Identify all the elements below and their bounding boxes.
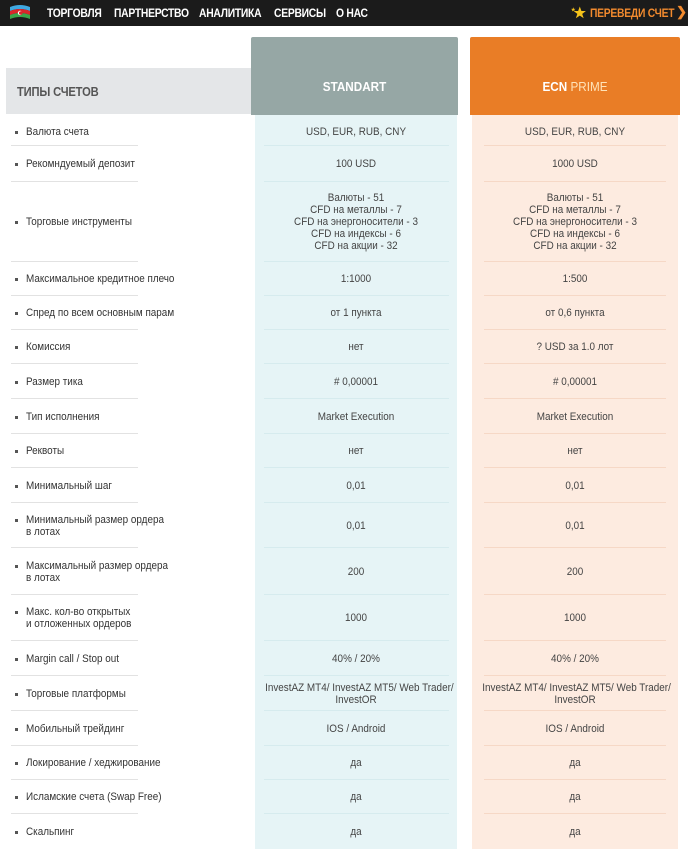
bullet-icon xyxy=(15,163,18,166)
nav-analytics[interactable]: АНАЛИТИКА xyxy=(199,6,262,20)
standard-value: 200 xyxy=(347,565,365,578)
standard-value: Валюты - 51 CFD на металлы - 7 CFD на энергоносители - 3 CFD на индексы - 6 CFD на акции - 32 xyxy=(294,192,418,252)
ecn-value: # 0,00001 xyxy=(552,375,598,388)
table-row xyxy=(0,399,688,434)
ecn-value: 200 xyxy=(566,565,584,578)
ecn-value: ? USD за 1.0 лот xyxy=(536,341,614,353)
ecn-value: 0,01 xyxy=(565,519,585,532)
ecn-value: 0,01 xyxy=(565,479,585,492)
ecn-value: Валюты - 51 CFD на металлы - 7 CFD на энергоносители - 3 CFD на индексы - 6 CFD на акции - 32 xyxy=(513,192,637,252)
bullet-icon xyxy=(15,416,18,419)
standard-value: 0,01 xyxy=(346,519,366,532)
standard-account-title: STANDART xyxy=(322,79,387,94)
table-row xyxy=(0,182,688,262)
standard-value: # 0,00001 xyxy=(333,375,379,388)
standard-value: 1000 xyxy=(344,612,368,624)
ecn-value: 1000 xyxy=(563,612,587,624)
bullet-icon xyxy=(15,611,18,614)
ecn-value: Market Execution xyxy=(536,410,614,423)
row-label: Мобильный трейдинг xyxy=(26,722,125,735)
ecn-value: IOS / Android xyxy=(545,722,605,735)
standard-value: нет xyxy=(348,445,364,457)
table-row xyxy=(0,746,688,780)
table-row xyxy=(0,296,688,330)
ecn-value: да xyxy=(569,791,581,803)
standard-value: нет xyxy=(348,341,364,353)
bullet-icon xyxy=(15,796,18,799)
table-row xyxy=(0,364,688,399)
nav-partnership[interactable]: ПАРТНЕРСТВО xyxy=(114,6,189,20)
standard-value: да xyxy=(350,757,362,769)
table-row xyxy=(0,468,688,503)
table-row xyxy=(0,330,688,364)
row-label: Реквоты xyxy=(26,445,65,457)
bullet-icon xyxy=(15,565,18,568)
standard-value: да xyxy=(350,791,362,803)
standard-value: 0,01 xyxy=(346,479,366,492)
standard-value: 40% / 20% xyxy=(332,652,380,665)
standard-value: Market Execution xyxy=(317,410,395,423)
row-label: Локирование / хеджирование xyxy=(26,757,161,769)
ecn-value: InvestAZ MT4/ InvestAZ MT5/ Web Trader/ InvestOR xyxy=(482,681,671,706)
top-navigation-bar xyxy=(0,0,688,26)
transfer-account-link[interactable] xyxy=(570,4,688,22)
row-label: Скальпинг xyxy=(26,825,75,838)
bullet-icon xyxy=(15,221,18,224)
azerbaijan-flag-logo-icon[interactable] xyxy=(8,3,32,23)
ecn-value: 40% / 20% xyxy=(551,652,599,665)
table-row xyxy=(0,595,688,641)
ecn-value: да xyxy=(569,757,581,769)
row-label: Торговые платформы xyxy=(26,687,126,700)
row-label: Тип исполнения xyxy=(26,410,100,423)
standard-value: да xyxy=(350,825,362,838)
account-types-title: ТИПЫ СЧЕТОВ xyxy=(17,84,99,99)
table-row xyxy=(0,146,688,182)
ecn-value: 1000 USD xyxy=(552,158,598,170)
bullet-icon xyxy=(15,658,18,661)
row-label: Спред по всем основным парам xyxy=(26,307,175,319)
row-label: Комиссия xyxy=(26,341,71,353)
stars-icon xyxy=(570,4,588,22)
standard-value: 100 USD xyxy=(335,158,377,170)
table-row xyxy=(0,814,688,849)
ecn-prime-account-header[interactable] xyxy=(470,37,680,115)
table-row xyxy=(0,548,688,595)
table-row xyxy=(0,118,688,146)
row-label: Минимальный шаг xyxy=(26,479,112,492)
ecn-value: нет xyxy=(567,445,583,457)
table-row xyxy=(0,503,688,548)
row-label: Максимальный размер ордера в лотах xyxy=(26,559,168,584)
table-row xyxy=(0,711,688,746)
chevron-right-icon: ❯ xyxy=(676,4,687,19)
bullet-icon xyxy=(15,762,18,765)
row-label: Торговые инструменты xyxy=(26,216,132,228)
row-label: Макс. кол-во открытых и отложенных ордеров xyxy=(26,606,132,630)
nav-trading[interactable]: ТОРГОВЛЯ xyxy=(47,6,102,20)
nav-services[interactable]: СЕРВИСЫ xyxy=(274,6,326,20)
ecn-value: от 0,6 пункта xyxy=(545,307,605,319)
row-label: Размер тика xyxy=(26,375,83,388)
row-label: Margin call / Stop out xyxy=(26,652,120,665)
bullet-icon xyxy=(15,381,18,384)
bullet-icon xyxy=(15,485,18,488)
bullet-icon xyxy=(15,346,18,349)
ecn-value: 1:500 xyxy=(562,273,588,285)
table-row xyxy=(0,676,688,711)
bullet-icon xyxy=(15,728,18,731)
table-row xyxy=(0,641,688,676)
standard-value: InvestAZ MT4/ InvestAZ MT5/ Web Trader/ InvestOR xyxy=(265,681,454,706)
row-label: Валюта счета xyxy=(26,126,89,138)
row-label: Максимальное кредитное плечо xyxy=(26,273,175,285)
standard-value: 1:1000 xyxy=(340,273,372,285)
bullet-icon xyxy=(15,831,18,834)
row-label: Исламские счета (Swap Free) xyxy=(26,791,162,803)
standard-value: USD, EUR, RUB, CNY xyxy=(305,126,407,138)
table-row xyxy=(0,262,688,296)
standard-account-header[interactable] xyxy=(251,37,458,115)
nav-about[interactable]: О НАС xyxy=(336,6,368,20)
standard-value: IOS / Android xyxy=(326,722,386,735)
table-row xyxy=(0,434,688,468)
bullet-icon xyxy=(15,450,18,453)
row-label: Минимальный размер ордера в лотах xyxy=(26,513,164,538)
bullet-icon xyxy=(15,519,18,522)
standard-value: от 1 пункта xyxy=(330,307,382,319)
row-label: Рекомндуемый депозит xyxy=(26,158,135,170)
table-row xyxy=(0,780,688,814)
bullet-icon xyxy=(15,278,18,281)
bullet-icon xyxy=(15,131,18,134)
bullet-icon xyxy=(15,693,18,696)
ecn-prime-account-title: ECN PRIME xyxy=(542,79,608,94)
bullet-icon xyxy=(15,312,18,315)
ecn-value: USD, EUR, RUB, CNY xyxy=(524,126,626,138)
ecn-value: да xyxy=(569,825,581,838)
transfer-account-label: ПЕРЕВЕДИ СЧЕТ xyxy=(589,6,675,20)
